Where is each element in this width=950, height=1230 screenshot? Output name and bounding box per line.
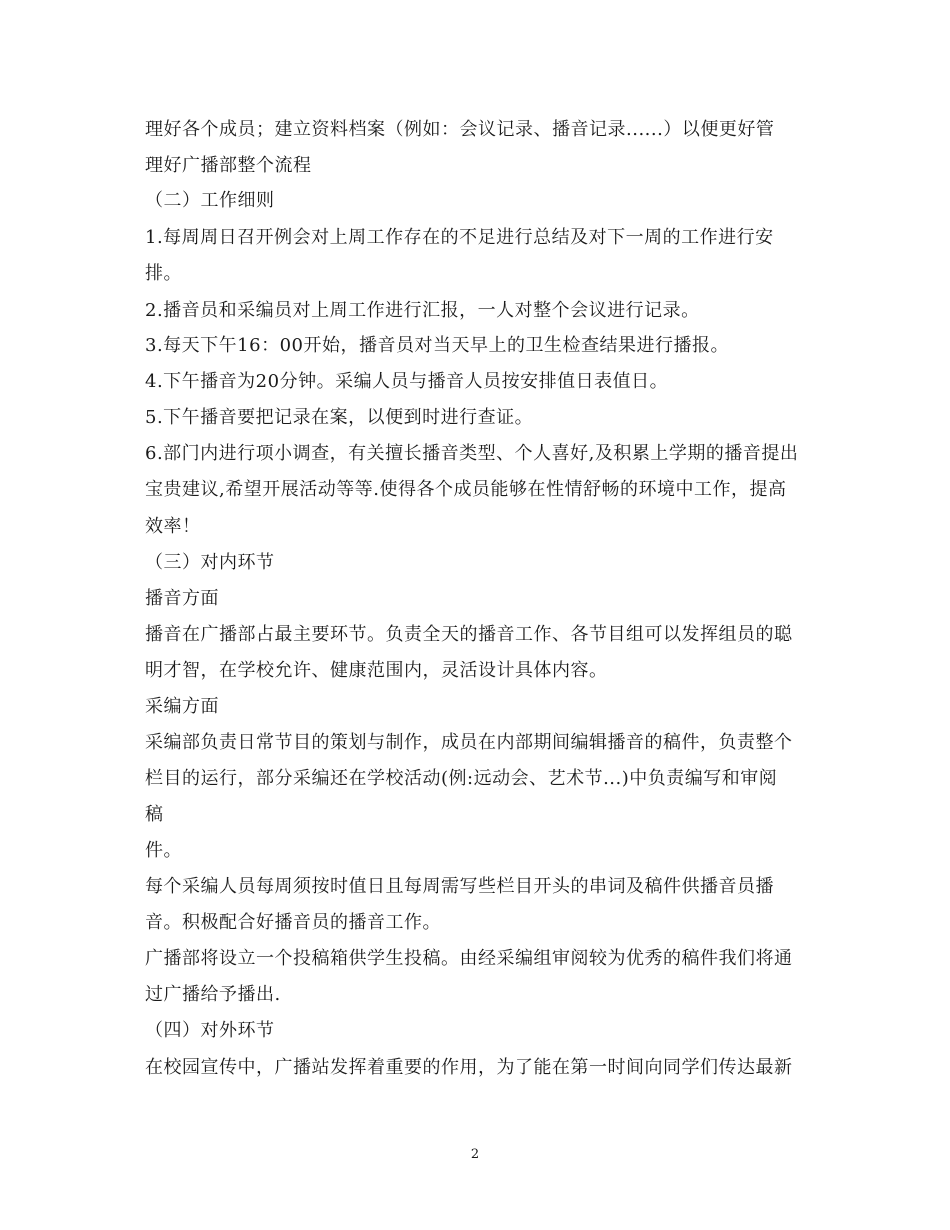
section-heading: （二）工作细则 (145, 190, 275, 211)
text-line: 件。 (145, 840, 182, 861)
list-item: 4.下午播音为20分钟。采编人员与播音人员按安排值日表值日。 (145, 371, 669, 392)
subsection-heading: 采编方面 (145, 696, 219, 717)
text-line: 排。 (145, 263, 182, 284)
section-heading: （三）对内环节 (145, 552, 275, 573)
subsection-heading: 播音方面 (145, 588, 219, 609)
text-line: 稿 (145, 804, 164, 825)
text-line: 采编部负责日常节目的策划与制作，成员在内部期间编辑播音的稿件，负责整个 (145, 732, 793, 753)
text-line: 过广播给予播出. (145, 984, 281, 1005)
text-line: 播音在广播部占最主要环节。负责全天的播音工作、各节目组可以发挥组员的聪 (145, 624, 793, 645)
text-line: 效率！ (145, 516, 201, 537)
list-item: 5.下午播音要把记录在案，以便到时进行查证。 (145, 407, 534, 428)
text-line: 宝贵建议,希望开展活动等等.使得各个成员能够在性情舒畅的环境中工作，提高 (145, 479, 787, 500)
text-line: 广播部将设立一个投稿箱供学生投稿。由经采编组审阅较为优秀的稿件我们将通 (145, 948, 793, 969)
text-line: 每个采编人员每周须按时值日且每周需写些栏目开头的串词及稿件供播音员播 (145, 876, 774, 897)
text-line: 在校园宣传中，广播站发挥着重要的作用，为了能在第一时间向同学们传达最新 (145, 1057, 793, 1078)
section-heading: （四）对外环节 (145, 1020, 275, 1041)
list-item: 1.每周周日召开例会对上周工作存在的不足进行总结及对下一周的工作进行安 (145, 227, 774, 248)
list-item: 2.播音员和采编员对上周工作进行汇报，一人对整个会议进行记录。 (145, 300, 700, 321)
text-line: 理好各个成员；建立资料档案（例如：会议记录、播音记录......）以便更好管 (145, 119, 775, 140)
text-line: 理好广播部整个流程 (145, 155, 312, 176)
text-line: 音。积极配合好播音员的播音工作。 (145, 912, 441, 933)
text-line: 明才智，在学校允许、健康范围内，灵活设计具体内容。 (145, 660, 608, 681)
page-number: 2 (470, 1147, 480, 1162)
list-item: 6.部门内进行项小调查，有关擅长播音类型、个人喜好,及积累上学期的播音提出 (145, 443, 799, 464)
text-line: 栏目的运行，部分采编还在学校活动(例:远动会、艺术节...)中负责编写和审阅 (145, 768, 778, 789)
list-item: 3.每天下午16：00开始，播音员对当天早上的卫生检查结果进行播报。 (145, 335, 729, 356)
